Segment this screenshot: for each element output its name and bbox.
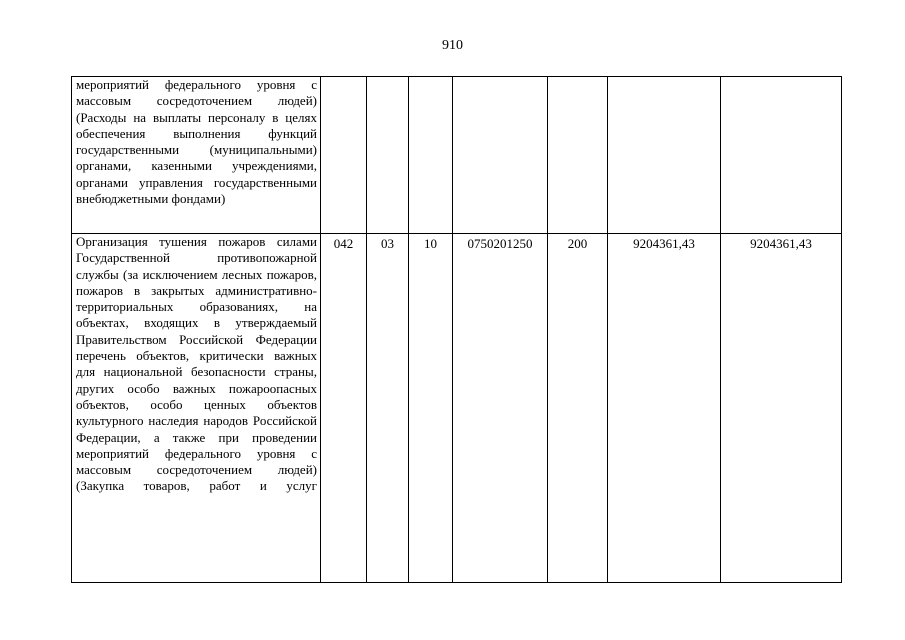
amount-year-2 <box>721 77 842 234</box>
ministry-code <box>321 77 367 234</box>
expense-type-code <box>548 77 608 234</box>
budget-table <box>71 76 842 583</box>
expense-description: Организация тушения пожаров силами Государственной противопожарной службы (за исключением лесных пожаров, пожаров в закрытых административно-территориальных образованиях, на объектах, входящих в утверждаемый Правительством Российской Федерации перечень объектов, критически важных для национальной безопасности страны, других особо важных пожароопасных объектов, особо ценных объектов культурного наследия народов Российской Федерации, а также при проведении мероприятий федерального уровня с массовым сосредоточением людей) (Закупка товаров, работ и услуг <box>72 234 321 583</box>
table-row <box>72 77 842 234</box>
subsection-code <box>409 77 453 234</box>
section-code: 03 <box>367 234 409 583</box>
expense-description: мероприятий федерального уровня с массовым сосредоточением людей) (Расходы на выплаты персоналу в целях обеспечения выполнения функций государственными (муниципальными) органами, казенными учреждениями, органами управления государственными внебюджетными фондами) <box>72 77 321 234</box>
amount-year-1 <box>608 77 721 234</box>
page-number: 910 <box>442 38 463 53</box>
table-row <box>72 234 842 583</box>
amount-year-1: 9204361,43 <box>608 234 721 583</box>
subsection-code: 10 <box>409 234 453 583</box>
expense-type-code: 200 <box>548 234 608 583</box>
ministry-code: 042 <box>321 234 367 583</box>
amount-year-2: 9204361,43 <box>721 234 842 583</box>
target-article-code <box>453 77 548 234</box>
target-article-code: 0750201250 <box>453 234 548 583</box>
section-code <box>367 77 409 234</box>
